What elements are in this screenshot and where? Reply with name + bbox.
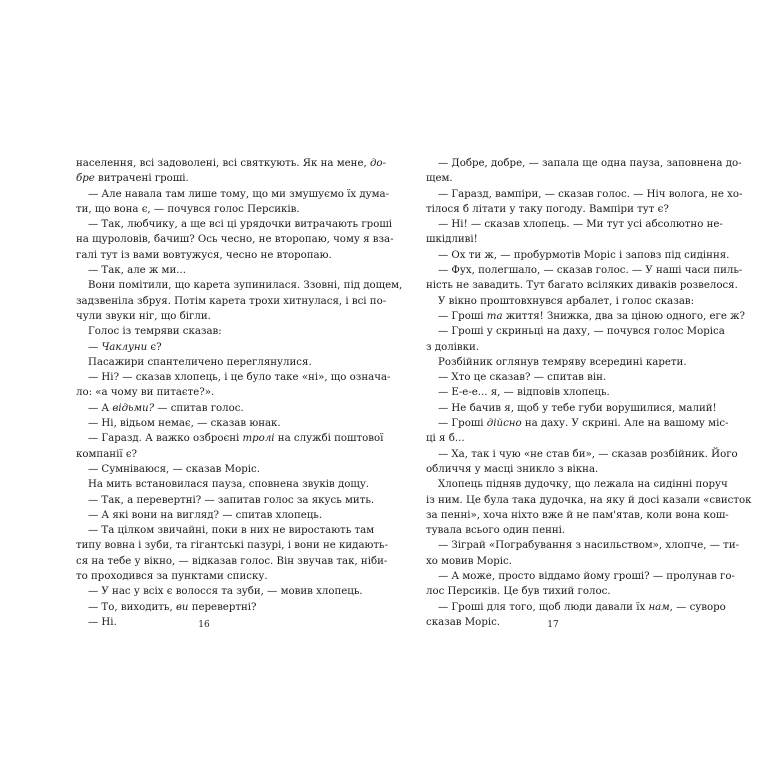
text-run: Розбійник оглянув темряву всередині карети.	[438, 356, 687, 368]
text-line	[426, 508, 729, 523]
text-run: Голос із темряви сказав:	[88, 326, 222, 338]
text-run: обличчя у масці зникло з вікна.	[426, 463, 599, 475]
text-run: ти, що вона є, — почувся голос Персиків.	[76, 203, 300, 215]
text-run: — Зіграй «Пограбування з насильством», хлопче, — ти-	[438, 540, 740, 552]
text-line	[76, 538, 389, 553]
italic-text: Чаклуни	[101, 341, 148, 353]
italic-text: нам	[648, 601, 670, 613]
text-run: Хлопець підняв дудочку, що лежала на сидінні поруч	[438, 479, 728, 491]
left-page-text	[76, 156, 403, 630]
text-run: — Так, але ж ми...	[88, 265, 186, 277]
text-run: — Е-е-е... я, — відповів хлопець.	[438, 387, 610, 399]
text-run: — А	[88, 402, 113, 414]
text-run: компанії є?	[76, 448, 138, 460]
italic-text: дійсно	[486, 418, 522, 430]
text-line	[426, 156, 742, 171]
text-line	[426, 462, 674, 477]
text-line	[76, 156, 387, 171]
text-line	[76, 263, 312, 278]
italic-text: тролі	[242, 433, 275, 445]
text-line	[76, 187, 390, 202]
text-run: задзвеніла збруя. Потім карета трохи хитнулася, і всі по-	[76, 295, 387, 307]
text-run: — Добре, добре, — запала ще одна пауза, заповнена до-	[438, 158, 742, 169]
text-line	[76, 217, 393, 232]
text-run: витрачені гроші.	[94, 173, 189, 185]
text-line	[76, 370, 391, 385]
text-line	[76, 248, 332, 263]
text-run: — У нас у всіх є волосся та зуби, — мовив хлопець.	[88, 586, 363, 598]
text-line	[426, 447, 738, 462]
text-run: шкідливі!	[426, 234, 478, 246]
text-line	[426, 554, 674, 569]
text-line	[76, 554, 388, 569]
text-run: У вікно проштовхнувся арбалет, і голос сказав:	[438, 295, 695, 307]
text-run: ність не завадить. Тут багато всіляких диваків розвелося.	[426, 280, 738, 292]
text-run: — Гаразд. А важко озброєні	[88, 433, 243, 445]
text-line	[426, 202, 674, 217]
text-line	[76, 569, 312, 584]
right-page-number: 17	[547, 620, 559, 630]
text-line	[76, 340, 312, 355]
text-run: — Гроші для того, щоб люди давали їх	[438, 601, 649, 613]
text-run: хо мовив Моріс.	[426, 555, 512, 567]
text-run: — Ні, відьом немає, — сказав юнак.	[88, 418, 281, 430]
italic-text: відьми?	[112, 402, 155, 414]
text-line	[426, 569, 735, 584]
text-run: лос Персиків. Це був тихий голос.	[426, 586, 611, 598]
text-line	[426, 232, 674, 247]
left-page-number: 16	[198, 620, 210, 630]
text-line	[426, 217, 723, 232]
text-line	[76, 294, 387, 309]
text-line	[426, 309, 745, 324]
text-run: — А може, просто віддамо йому гроші? — пролунав го-	[438, 571, 735, 583]
text-line	[76, 447, 312, 462]
text-line	[426, 538, 740, 553]
text-line	[426, 493, 752, 508]
text-line	[426, 294, 695, 309]
text-run: ся на тебе у вікно, — відказав голос. Він звучав так, ніби-	[76, 555, 388, 567]
text-line	[426, 324, 725, 339]
text-run: — Ох ти ж, — пробурмотів Моріс і заповз під сидіння.	[438, 249, 730, 261]
text-line	[426, 263, 743, 278]
text-line	[76, 508, 323, 523]
text-run: за пенні», хоча ніхто вже й не пам'ятав, коли вона кош-	[426, 509, 729, 521]
text-run: тілося б літати у таку погоду. Вампіри тут є?	[426, 203, 669, 215]
text-line	[76, 584, 363, 599]
text-line	[76, 600, 312, 615]
text-line	[426, 523, 674, 538]
text-run: — Сумніваюся, — сказав Моріс.	[88, 463, 260, 475]
text-line	[76, 523, 375, 538]
text-run: — Гроші у скриньці на даху, — почувся голос Моріса	[438, 326, 725, 338]
text-line	[426, 431, 674, 446]
text-run: на даху. У скрині. Але на вашому міс-	[521, 418, 729, 430]
text-run: на щуроловів, бачиш? Ось чесно, не второпаю, чому я вза-	[76, 234, 394, 246]
text-run: — Гроші	[438, 310, 487, 322]
text-line	[76, 232, 394, 247]
text-run: ло: «а чому ви питаєте?».	[76, 387, 215, 399]
text-run: — Не бачив я, щоб у тебе губи ворушилися, малий!	[438, 402, 717, 414]
text-line	[426, 370, 674, 385]
text-run: —	[88, 341, 102, 353]
text-line	[76, 171, 312, 186]
text-run: — Ні.	[88, 616, 117, 628]
text-line	[426, 385, 674, 400]
text-line	[76, 309, 312, 324]
text-line	[76, 493, 375, 508]
text-run: — Та цілком звичайні, поки в них не виростають там	[88, 525, 375, 537]
text-line	[426, 248, 730, 263]
italic-text: бре	[76, 173, 95, 185]
text-line	[76, 477, 370, 492]
text-run: Пасажири спантеличено переглянулися.	[88, 356, 312, 368]
italic-text: ви	[175, 601, 189, 613]
text-run: на службі поштової	[274, 433, 384, 445]
text-run: — Так, любчику, а ще всі ці урядочки витрачають гроші	[88, 219, 393, 231]
text-run: чули звуки ніг, що бігли.	[76, 310, 211, 322]
text-run: є?	[147, 341, 162, 353]
text-line	[426, 584, 674, 599]
text-run: — Ні! — сказав хлопець. — Ми тут усі абсолютно не-	[438, 219, 723, 231]
text-line	[426, 477, 728, 492]
text-run: сказав Моріс.	[426, 616, 501, 628]
text-run: На мить встановилася пауза, сповнена звуків дощу.	[88, 479, 370, 491]
right-page	[384, 0, 768, 768]
text-run: життя! Знижка, два за ціною одного, еге ж?	[502, 310, 745, 322]
text-line	[76, 431, 384, 446]
text-run: типу вовна і зуби, та гігантські пазурі, і вони не кидають-	[76, 540, 389, 552]
italic-text: до-	[369, 158, 387, 169]
text-run: з долівки.	[426, 341, 480, 353]
text-line	[426, 416, 729, 431]
italic-text: та	[486, 310, 503, 322]
text-run: щем.	[426, 173, 453, 185]
text-line	[426, 278, 738, 293]
text-run: — Ні? — сказав хлопець, і це було таке «ні», що означа-	[88, 372, 391, 384]
text-run: — Але навала там лише тому, що ми змушуємо їх дума-	[88, 188, 390, 200]
text-line	[76, 278, 403, 293]
text-run: перевертні?	[188, 601, 257, 613]
text-run: галі тут із вами вовтужуся, чесно не второпаю.	[76, 249, 332, 261]
text-run: ці я б...	[426, 433, 465, 445]
text-run: — То, виходить,	[88, 601, 176, 613]
text-run: — Так, а перевертні? — запитав голос за якусь мить.	[88, 494, 375, 506]
text-run: — спитав голос.	[154, 402, 244, 414]
text-line	[76, 355, 312, 370]
text-run: — Ха, так і чую «не став би», — сказав розбійник. Його	[438, 448, 738, 460]
text-line	[426, 600, 726, 615]
text-run: тувала всього один пенні.	[426, 525, 566, 537]
text-run: — Гаразд, вампіри, — сказав голос. — Ніч волога, не хо-	[438, 188, 743, 200]
text-run: — А які вони на вигляд? — спитав хлопець.	[88, 509, 323, 521]
text-run: Вони помітили, що карета зупинилася. Ззовні, під дощем,	[88, 280, 403, 292]
text-line	[76, 462, 312, 477]
text-line	[426, 340, 674, 355]
text-run: — Гроші	[438, 418, 487, 430]
text-line	[426, 401, 717, 416]
text-run: — Фух, полегшало, — сказав голос. — У наші часи пиль-	[438, 265, 743, 277]
text-run: населення, всі задоволені, всі святкують. Як на мене,	[76, 158, 370, 169]
text-run: то проходився за пунктами списку.	[76, 571, 268, 583]
text-line	[76, 324, 312, 339]
text-run: — Хто це сказав? — спитав він.	[438, 372, 607, 384]
right-page-text	[426, 156, 752, 630]
text-line	[426, 171, 674, 186]
text-line	[76, 385, 312, 400]
text-run: , — суворо	[669, 601, 726, 613]
text-line	[76, 202, 312, 217]
text-line	[76, 416, 312, 431]
text-run: із ним. Це була така дудочка, на яку й досі казали «свисток	[426, 494, 752, 506]
text-line	[76, 401, 312, 416]
text-line	[426, 355, 687, 370]
text-line	[426, 187, 743, 202]
